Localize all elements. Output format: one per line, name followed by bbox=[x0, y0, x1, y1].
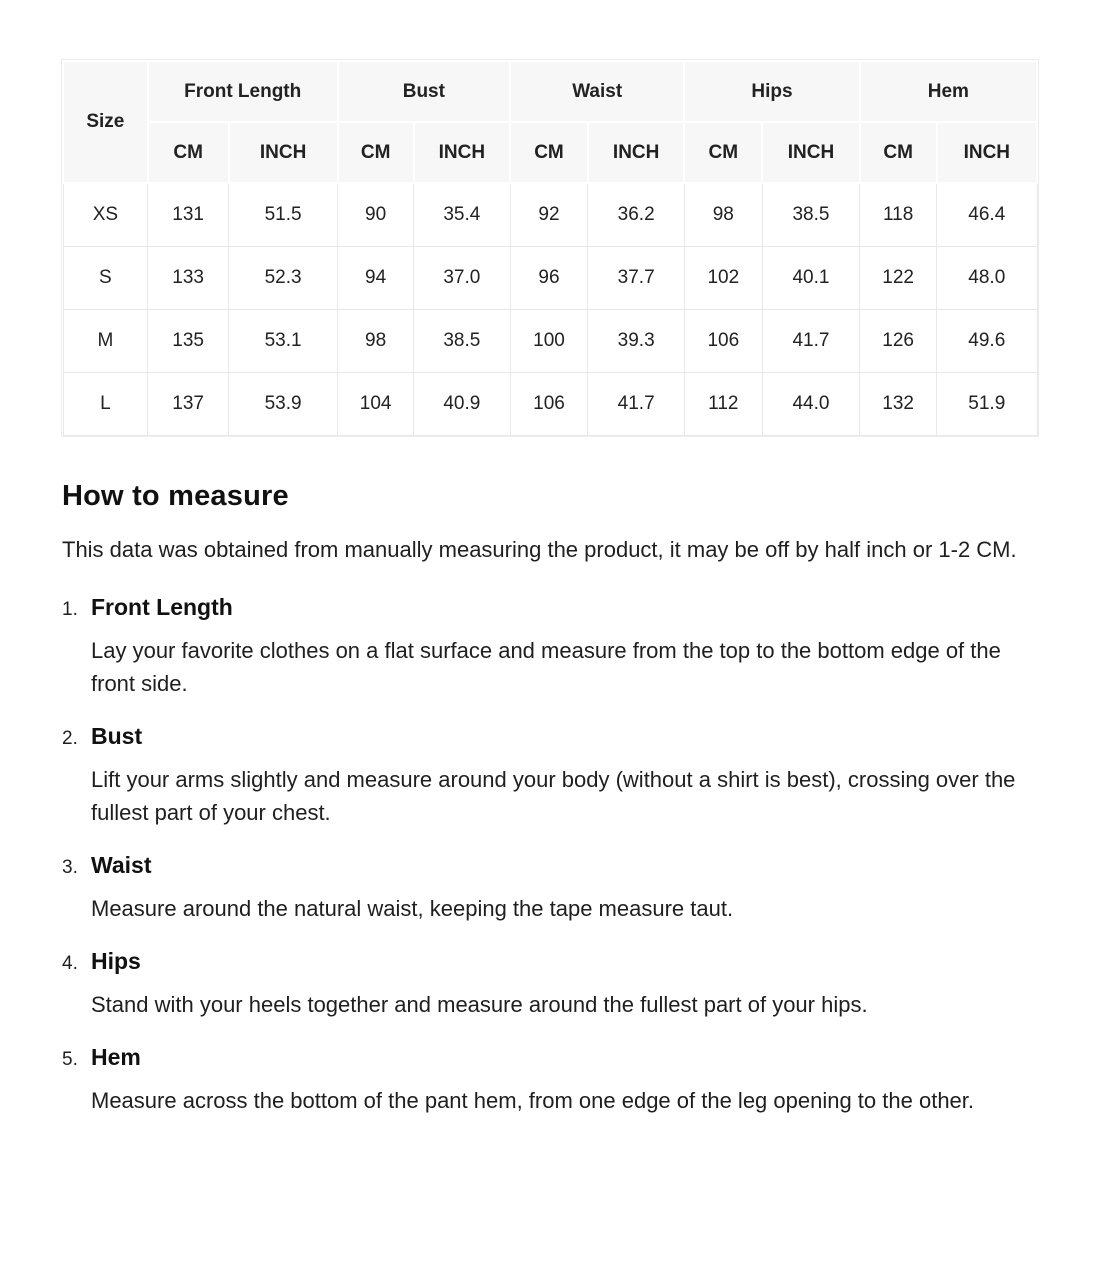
measure-cell: 92 bbox=[510, 183, 588, 246]
measure-cell: 94 bbox=[338, 246, 414, 309]
measure-cell: 53.1 bbox=[229, 309, 338, 372]
measure-cell: 126 bbox=[860, 309, 937, 372]
measure-cell: 38.5 bbox=[762, 183, 859, 246]
table-unit-header-row bbox=[63, 122, 1037, 183]
measure-cell: 41.7 bbox=[762, 309, 859, 372]
unit-header-cm: CM bbox=[684, 122, 762, 183]
size-label: S bbox=[63, 246, 148, 309]
measure-cell: 96 bbox=[510, 246, 588, 309]
group-header-hips: Hips bbox=[684, 61, 859, 122]
list-item-head bbox=[62, 594, 1038, 621]
measure-cell: 51.9 bbox=[937, 372, 1037, 435]
measure-cell: 51.5 bbox=[229, 183, 338, 246]
measure-cell: 44.0 bbox=[762, 372, 859, 435]
section-title: How to measure bbox=[62, 479, 289, 512]
list-item-head bbox=[62, 948, 1038, 975]
list-item-term: Hips bbox=[91, 947, 141, 974]
measure-cell: 41.7 bbox=[588, 372, 684, 435]
measure-cell: 122 bbox=[860, 246, 937, 309]
unit-header-inch: INCH bbox=[937, 122, 1037, 183]
measure-cell: 38.5 bbox=[414, 309, 510, 372]
unit-header-inch: INCH bbox=[414, 122, 510, 183]
list-item-term: Waist bbox=[91, 851, 152, 878]
list-item-head bbox=[62, 852, 1038, 879]
measure-cell: 37.0 bbox=[414, 246, 510, 309]
measure-cell: 48.0 bbox=[937, 246, 1037, 309]
measure-cell: 37.7 bbox=[588, 246, 684, 309]
unit-header-cm: CM bbox=[510, 122, 588, 183]
measure-cell: 118 bbox=[860, 183, 937, 246]
table-row-xs bbox=[63, 183, 1037, 246]
list-item-number: 5. bbox=[62, 1048, 78, 1070]
size-chart-table bbox=[62, 60, 1038, 436]
measure-cell: 98 bbox=[684, 183, 762, 246]
measure-cell: 53.9 bbox=[229, 372, 338, 435]
list-item-head bbox=[62, 723, 1038, 750]
unit-header-cm: CM bbox=[148, 122, 229, 183]
list-item-number: 3. bbox=[62, 856, 78, 878]
unit-header-inch: INCH bbox=[762, 122, 859, 183]
measure-cell: 135 bbox=[148, 309, 229, 372]
list-item-hips bbox=[62, 948, 1038, 1021]
how-to-measure-section bbox=[62, 480, 1038, 1117]
list-item-front-length bbox=[62, 594, 1038, 700]
list-item-description: Stand with your heels together and measure around the fullest part of your hips. bbox=[91, 991, 868, 1017]
measure-cell: 131 bbox=[148, 183, 229, 246]
measure-cell: 133 bbox=[148, 246, 229, 309]
measure-cell: 100 bbox=[510, 309, 588, 372]
measure-cell: 40.9 bbox=[414, 372, 510, 435]
unit-header-cm: CM bbox=[860, 122, 937, 183]
measure-cell: 112 bbox=[684, 372, 762, 435]
measure-cell: 106 bbox=[510, 372, 588, 435]
group-header-hem: Hem bbox=[860, 61, 1037, 122]
measure-cell: 137 bbox=[148, 372, 229, 435]
size-label: XS bbox=[63, 183, 148, 246]
measure-cell: 90 bbox=[338, 183, 414, 246]
list-item-number: 1. bbox=[62, 598, 78, 620]
table-group-header-row bbox=[63, 61, 1037, 122]
measure-cell: 106 bbox=[684, 309, 762, 372]
measure-cell: 46.4 bbox=[937, 183, 1037, 246]
measure-cell: 35.4 bbox=[414, 183, 510, 246]
measure-cell: 98 bbox=[338, 309, 414, 372]
list-item-term: Bust bbox=[91, 722, 143, 749]
measure-disclaimer: This data was obtained from manually measuring the product, it may be off by half inch or 1-2 CM. bbox=[62, 536, 1017, 562]
size-label: M bbox=[63, 309, 148, 372]
list-item-description: Measure across the bottom of the pant hem, from one edge of the leg opening to the other. bbox=[91, 1087, 975, 1113]
list-item-term: Hem bbox=[91, 1043, 141, 1070]
unit-header-inch: INCH bbox=[588, 122, 684, 183]
group-header-waist: Waist bbox=[510, 61, 684, 122]
table-row-m bbox=[63, 309, 1037, 372]
measure-cell: 49.6 bbox=[937, 309, 1037, 372]
list-item-description: Lift your arms slightly and measure around your body (without a shirt is best), crossing over the fullest part of your chest. bbox=[91, 766, 1016, 825]
table-row-s bbox=[63, 246, 1037, 309]
list-item-description: Measure around the natural waist, keeping the tape measure taut. bbox=[91, 895, 734, 921]
unit-header-inch: INCH bbox=[229, 122, 338, 183]
list-item-waist bbox=[62, 852, 1038, 925]
list-item-term: Front Length bbox=[91, 593, 233, 620]
size-label: L bbox=[63, 372, 148, 435]
list-item-number: 2. bbox=[62, 727, 78, 749]
list-item-head bbox=[62, 1044, 1038, 1071]
group-header-bust: Bust bbox=[338, 61, 510, 122]
measure-cell: 132 bbox=[860, 372, 937, 435]
measure-cell: 102 bbox=[684, 246, 762, 309]
measure-cell: 104 bbox=[338, 372, 414, 435]
table-row-l bbox=[63, 372, 1037, 435]
measure-cell: 39.3 bbox=[588, 309, 684, 372]
measure-instruction-list bbox=[62, 594, 1038, 1117]
size-corner-header: Size bbox=[63, 61, 148, 183]
list-item-bust bbox=[62, 723, 1038, 829]
list-item-number: 4. bbox=[62, 952, 78, 974]
unit-header-cm: CM bbox=[338, 122, 414, 183]
list-item-description: Lay your favorite clothes on a flat surface and measure from the top to the bottom edge of the front side. bbox=[91, 637, 1001, 696]
group-header-front-length: Front Length bbox=[148, 61, 338, 122]
measure-cell: 40.1 bbox=[762, 246, 859, 309]
list-item-hem bbox=[62, 1044, 1038, 1117]
measure-cell: 52.3 bbox=[229, 246, 338, 309]
measure-cell: 36.2 bbox=[588, 183, 684, 246]
